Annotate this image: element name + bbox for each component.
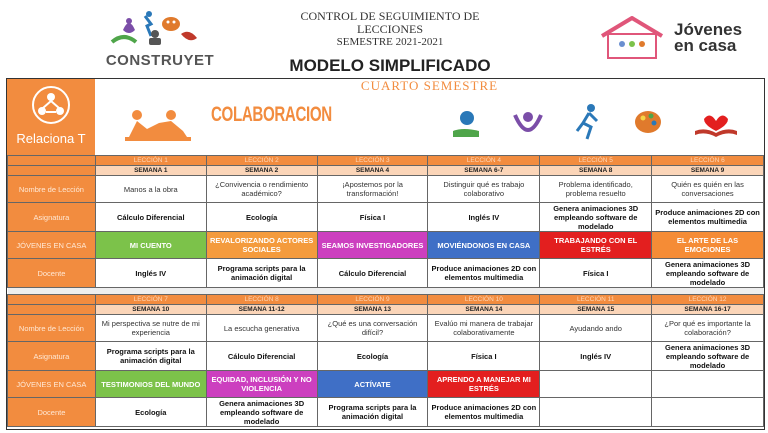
relaciona-t-block [7,79,95,155]
week-cell: SEMANA 6-7 [428,166,540,176]
teacher-cell [652,398,764,427]
subject-cell: Cálculo Diferencial [206,342,317,371]
jovenes-activity-cell: EL ARTE DE LAS EMOCIONES [652,232,764,259]
subject-cell: Produce animaciones 2D con elementos multimedia [652,203,764,232]
row-label-docente: Docente [8,398,96,427]
row-label-asignatura: Asignatura [8,203,96,232]
row-label-empty [8,295,96,305]
subject-cell: Inglés IV [540,342,652,371]
jovenes-activity-cell: MOVIÉNDONOS EN CASA [428,232,540,259]
week-cell: SEMANA 1 [95,166,206,176]
lesson-name-cell: Quién es quién en las conversaciones [652,176,764,203]
lesson-name-cell: Distinguir qué es trabajo colaborativo [428,176,540,203]
separator-cell [8,288,96,295]
house-icon [598,16,666,60]
week-cell: SEMANA 14 [428,305,540,315]
lesson-name-cell: Manos a la obra [95,176,206,203]
semester-banner: CUARTO SEMESTRE [360,78,499,93]
teacher-cell: Produce animaciones 2D con elementos multimedia [428,259,540,288]
lessons-table [7,155,764,427]
teacher-cell [540,398,652,427]
teacher-row [8,398,764,427]
week-cell: SEMANA 10 [95,305,206,315]
subject-cell: Física I [428,342,540,371]
teacher-cell: Cálculo Diferencial [317,259,428,288]
row-label-nombre: Nombre de Lección [8,315,96,342]
lesson-number: LECCIÓN 9 [317,295,428,305]
model-title: MODELO SIMPLIFICADO [289,56,491,75]
week-row [8,305,764,315]
lesson-name-cell: Problema identificado, problema resuelto [540,176,652,203]
jovenes-activity-cell [652,371,764,398]
subject-cell: Genera animaciones 3D empleando software de modelado [652,342,764,371]
teacher-cell: Programa scripts para la animación digital [317,398,428,427]
lesson-name-cell: ¿Convivencia o rendimiento académico? [206,176,317,203]
jovenes-row [8,371,764,398]
construyet-brand: CONSTRUYET [105,52,215,69]
construyet-logo [95,10,225,72]
community-icon [513,107,543,139]
lesson-name-cell: La escucha generativa [206,315,317,342]
lesson-number: LECCIÓN 12 [652,295,764,305]
lesson-number: LECCIÓN 10 [428,295,540,305]
relaciona-label: Relaciona T [16,131,86,146]
row-label-jovenes: JÓVENES EN CASA [8,371,96,398]
control-title: CONTROL DE SEGUIMIENTO DE LECCIONES [300,9,480,36]
row-label-empty [8,305,96,315]
teacher-cell: Genera animaciones 3D empleando software de modelado [206,398,317,427]
lesson-name-cell: Ayudando ando [540,315,652,342]
week-cell: SEMANA 11-12 [206,305,317,315]
construyet-icons [109,10,209,46]
separator-cell [317,288,428,295]
separator-cell [540,288,652,295]
lesson-header-row [8,156,764,166]
lesson-name-cell: Evalúo mi manera de trabajar colaborativamente [428,315,540,342]
week-cell: SEMANA 4 [317,166,428,176]
lesson-number: LECCIÓN 3 [317,156,428,166]
week-row [8,166,764,176]
week-cell: SEMANA 16-17 [652,305,764,315]
page-header [0,0,768,78]
jovenes-line2: en casa [674,36,737,55]
week-cell: SEMANA 15 [540,305,652,315]
jovenes-activity-cell: ACTÍVATE [317,371,428,398]
lesson-name-row [8,315,764,342]
teacher-cell: Genera animaciones 3D empleando software de modelado [652,259,764,288]
jovenes-en-casa-logo [598,16,758,64]
semester-range: SEMESTRE 2021-2021 [336,36,444,48]
lesson-number: LECCIÓN 6 [652,156,764,166]
lesson-name-cell: ¿Qué es una conversación difícil? [317,315,428,342]
row-label-empty [8,166,96,176]
jovenes-row [8,232,764,259]
subject-cell: Física I [317,203,428,232]
teacher-cell: Inglés IV [95,259,206,288]
lesson-number: LECCIÓN 4 [428,156,540,166]
row-label-jovenes: JÓVENES EN CASA [8,232,96,259]
jovenes-activity-cell: MI CUENTO [95,232,206,259]
week-cell: SEMANA 13 [317,305,428,315]
teacher-row [8,259,764,288]
caring-hand-icon [451,109,483,139]
lesson-header-row [8,295,764,305]
row-label-empty [8,156,96,166]
jovenes-activity-cell: SEAMOS INVESTIGADORES [317,232,428,259]
separator-cell [652,288,764,295]
lesson-name-cell: Mi perspectiva se nutre de mi experiencia [95,315,206,342]
lesson-number: LECCIÓN 8 [206,295,317,305]
lesson-number: LECCIÓN 5 [540,156,652,166]
jovenes-activity-cell: EQUIDAD, INCLUSIÓN Y NO VIOLENCIA [206,371,317,398]
subject-cell: Cálculo Diferencial [95,203,206,232]
week-cell: SEMANA 2 [206,166,317,176]
jovenes-activity-cell: REVALORIZANDO ACTORES SOCIALES [206,232,317,259]
lesson-board [6,78,765,430]
teacher-cell: Produce animaciones 2D con elementos multimedia [428,398,540,427]
section-title: COLABORACION [211,103,332,126]
separator-cell [428,288,540,295]
lesson-number: LECCIÓN 2 [206,156,317,166]
subject-row [8,203,764,232]
runner-icon [575,103,601,141]
subject-row [8,342,764,371]
lesson-number: LECCIÓN 11 [540,295,652,305]
collaboration-icon [123,107,193,143]
week-cell: SEMANA 8 [540,166,652,176]
palette-icon [633,107,663,137]
subject-cell: Programa scripts para la animación digital [95,342,206,371]
row-label-nombre: Nombre de Lección [8,176,96,203]
subject-cell: Ecología [317,342,428,371]
row-label-asignatura: Asignatura [8,342,96,371]
teacher-cell: Programa scripts para la animación digital [206,259,317,288]
block-separator [8,288,764,295]
jovenes-activity-cell: TRABAJANDO CON EL ESTRÉS [540,232,652,259]
teacher-cell: Física I [540,259,652,288]
lesson-number: LECCIÓN 1 [95,156,206,166]
subject-cell: Inglés IV [428,203,540,232]
jovenes-activity-cell: APRENDO A MANEJAR MI ESTRÉS [428,371,540,398]
subject-cell: Genera animaciones 3D empleando software de modelado [540,203,652,232]
jovenes-activity-cell [540,371,652,398]
subject-cell: Ecología [206,203,317,232]
jovenes-line1: Jóvenes [674,20,743,39]
teacher-cell: Ecología [95,398,206,427]
header-titles [270,10,510,76]
relaciona-icon [31,85,71,125]
lesson-name-cell: ¿Por qué es importante la colaboración? [652,315,764,342]
jovenes-text [674,22,742,54]
week-cell: SEMANA 9 [652,166,764,176]
lesson-name-row [8,176,764,203]
separator-cell [95,288,206,295]
competencies-row [95,93,764,155]
lesson-number: LECCIÓN 7 [95,295,206,305]
jovenes-activity-cell: TESTIMONIOS DEL MUNDO [95,371,206,398]
heart-book-icon [693,109,739,137]
lesson-name-cell: ¡Apostemos por la transformación! [317,176,428,203]
separator-cell [206,288,317,295]
row-label-docente: Docente [8,259,96,288]
